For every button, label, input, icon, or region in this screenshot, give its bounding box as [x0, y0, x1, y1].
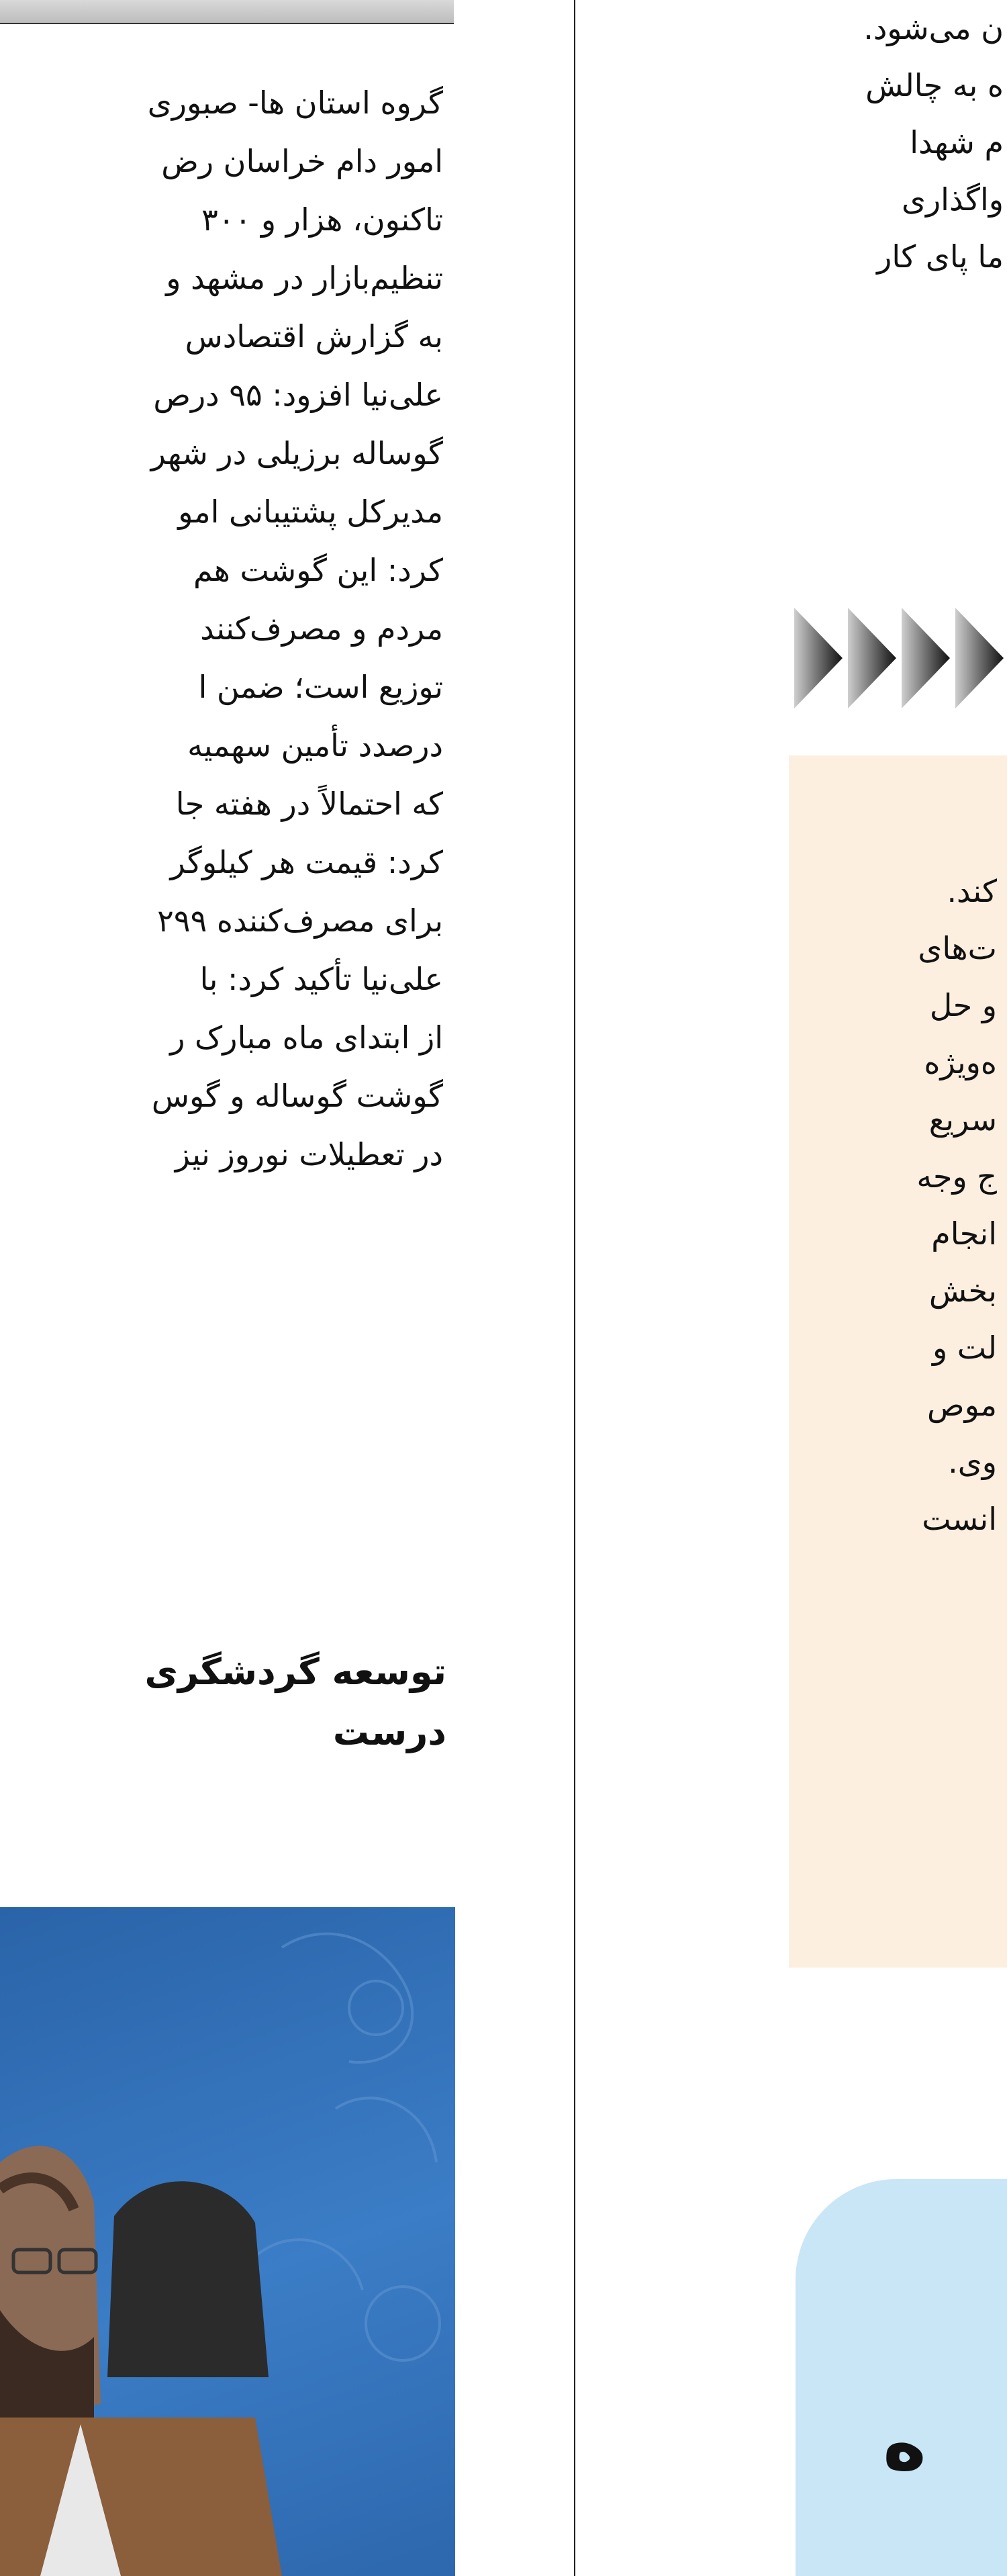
box-line: وی. [948, 1444, 997, 1480]
box-line: ه‌ویژه [924, 1044, 997, 1080]
chevron-arrows-icon [789, 601, 1007, 715]
body-line: به گزارش اقتصادس [185, 318, 443, 355]
body-line: کرد: این گوشت هم [193, 552, 443, 588]
body-line: گوساله برزیلی در شهر [150, 435, 443, 471]
body-line: ما پای کار [877, 238, 1004, 275]
headline-line: توسعه گردشگری [144, 1651, 446, 1693]
box-line: و حل [929, 987, 997, 1023]
box-line: کند. [947, 873, 997, 909]
headline-line: درست [332, 1711, 446, 1753]
article-tail [584, 0, 1004, 285]
blue-feature-panel [796, 2179, 1007, 2576]
panel-glyph: ه [883, 2401, 926, 2487]
body-line: گروه استان ها- صبوری [147, 85, 443, 121]
box-line: انجام [931, 1215, 997, 1252]
box-line: لت و [932, 1330, 997, 1366]
box-line: بخش [928, 1273, 997, 1309]
column-divider [574, 0, 575, 2576]
box-line: موص [926, 1387, 997, 1423]
body-line: امور دام خراسان رض [161, 143, 443, 179]
article-body [0, 74, 443, 1184]
body-line: که احتمالاً در هفته جا [175, 786, 443, 822]
body-line: علی‌نیا افزود: ۹۵ درص [153, 377, 443, 413]
body-line: علی‌نیا تأکید کرد: با [199, 961, 443, 997]
body-line: برای مصرف‌کننده ۲۹۹ [157, 903, 443, 939]
body-line: م شهدا [910, 124, 1004, 160]
body-line: مردم و مصرف‌کنند [200, 610, 443, 647]
box-line: انست [922, 1501, 997, 1537]
body-line: در تعطیلات نوروز نیز [175, 1136, 443, 1172]
body-line: درصدد تأمین سهمیه [187, 727, 443, 764]
body-line: مدیرکل پشتیبانی امو [178, 494, 443, 530]
body-line: ن می‌شود. [863, 10, 1004, 46]
body-line: از ابتدای ماه مبارک ر [170, 1019, 443, 1056]
body-line: گوشت گوساله و گوس [151, 1078, 443, 1114]
box-line: ج وجه [916, 1158, 997, 1195]
left-column [0, 0, 457, 2576]
box-line: ت‌های [918, 930, 997, 966]
body-line: تاکنون، هزار و ۳۰۰ [201, 201, 443, 238]
highlight-box [789, 755, 1007, 1968]
body-line: تنظیم‌بازار در مشهد و [166, 260, 443, 296]
portrait-illustration [0, 1907, 455, 2576]
right-column [584, 0, 1007, 2576]
box-line: سریع [928, 1101, 997, 1138]
body-line: ه به چالش [865, 67, 1004, 103]
body-line: توزیع است؛ ضمن ا [198, 669, 443, 705]
highlight-text [789, 863, 997, 1548]
body-line: کرد: قیمت هر کیلوگر [170, 844, 443, 880]
article-headline [0, 1642, 446, 1763]
portrait-photo [0, 1907, 455, 2576]
top-photo-edge [0, 0, 454, 24]
body-line: واگذاری [901, 181, 1004, 218]
